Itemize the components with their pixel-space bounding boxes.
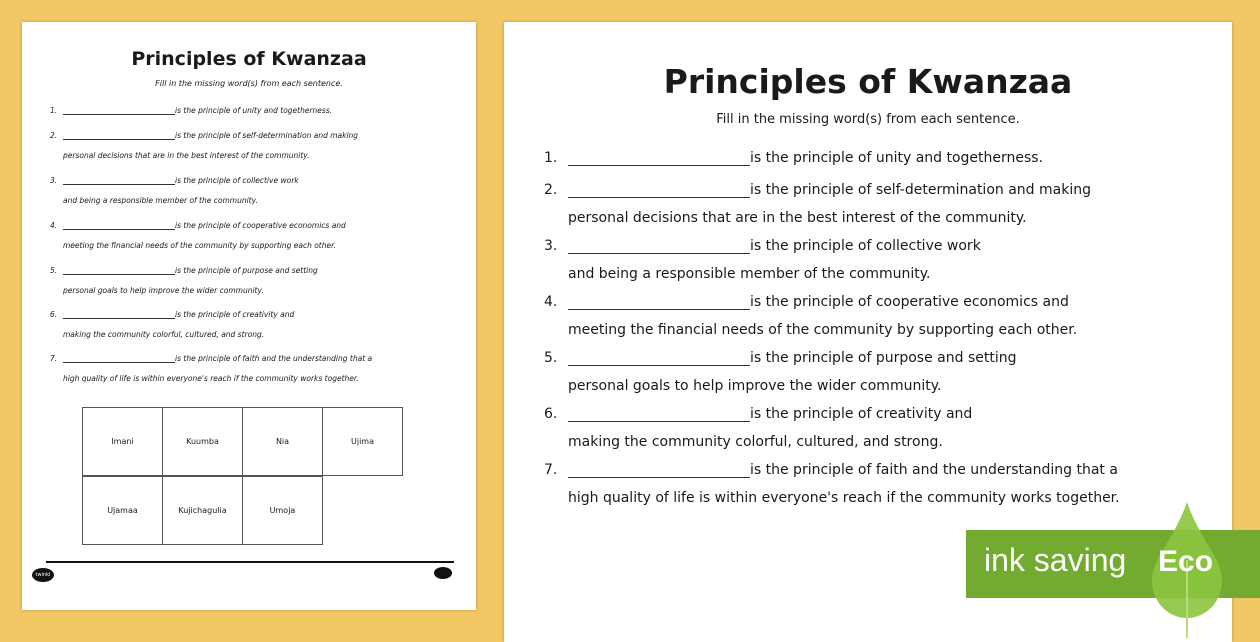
answer-blank[interactable]	[63, 106, 175, 115]
question-text: is the principle of faith and the understanding that a	[175, 354, 373, 363]
question-number: 1.	[544, 150, 558, 166]
question-text: is the principle of purpose and setting	[175, 266, 318, 275]
word-bank-cell: Nia	[242, 407, 323, 476]
answer-blank[interactable]	[568, 150, 750, 166]
answer-blank[interactable]	[568, 350, 750, 366]
question-text-continued: personal goals to help improve the wider community.	[568, 378, 942, 394]
word-bank-cell: Ujima	[322, 407, 403, 476]
worksheet-title: Principles of Kwanzaa	[663, 62, 1073, 101]
answer-blank[interactable]	[568, 462, 750, 478]
question-number: 6.	[50, 310, 58, 319]
question-number: 6.	[544, 406, 558, 422]
answer-blank[interactable]	[568, 238, 750, 254]
question-text: is the principle of unity and togetherness.	[175, 106, 333, 115]
answer-blank[interactable]	[568, 406, 750, 422]
question-number: 3.	[50, 176, 58, 185]
worksheet-subtitle: Fill in the missing word(s) from each sentence.	[155, 79, 343, 88]
answer-blank[interactable]	[63, 131, 175, 140]
question-text-continued: meeting the financial needs of the community by supporting each other.	[63, 241, 336, 250]
question-text-continued: making the community colorful, cultured, and strong.	[63, 330, 265, 339]
question-number: 3.	[544, 238, 558, 254]
answer-blank[interactable]	[63, 221, 175, 230]
question-text-continued: high quality of life is within everyone's reach if the community works together.	[568, 490, 1120, 506]
question-text: is the principle of faith and the understanding that a	[750, 462, 1118, 478]
answer-blank[interactable]	[568, 294, 750, 310]
question-text-continued: personal decisions that are in the best interest of the community.	[63, 151, 310, 160]
question-text: is the principle of collective work	[175, 176, 299, 185]
ink-saving-text: ink saving	[984, 542, 1127, 578]
question-text-continued: and being a responsible member of the community.	[63, 196, 258, 205]
word-bank-cell: Imani	[82, 407, 163, 476]
question-number: 1.	[50, 106, 58, 115]
question-text: is the principle of creativity and	[750, 406, 973, 422]
question-text: is the principle of cooperative economics and	[750, 294, 1069, 310]
question-number: 2.	[50, 131, 58, 140]
word-bank-cell: Kuumba	[162, 407, 243, 476]
question-text-continued: personal goals to help improve the wider community.	[63, 286, 264, 295]
worksheet-subtitle: Fill in the missing word(s) from each sentence.	[716, 112, 1020, 127]
question-text: is the principle of self-determination and making	[175, 131, 359, 140]
question-text: is the principle of collective work	[750, 238, 981, 254]
question-text-continued: meeting the financial needs of the community by supporting each other.	[568, 322, 1078, 338]
question-text-continued: and being a responsible member of the community.	[568, 266, 931, 282]
question-text: is the principle of creativity and	[175, 310, 295, 319]
question-number: 2.	[544, 182, 558, 198]
question-text-continued: personal decisions that are in the best interest of the community.	[568, 210, 1027, 226]
question-number: 5.	[544, 350, 558, 366]
question-text: is the principle of purpose and setting	[750, 350, 1017, 366]
question-text-continued: high quality of life is within everyone's reach if the community works together.	[63, 374, 359, 383]
question-text: is the principle of self-determination and making	[750, 182, 1091, 198]
answer-blank[interactable]	[63, 266, 175, 275]
question-number: 4.	[544, 294, 558, 310]
answer-blank[interactable]	[63, 176, 175, 185]
question-text: is the principle of unity and togetherness.	[750, 150, 1044, 166]
question-text: is the principle of cooperative economics and	[175, 221, 346, 230]
question-number: 5.	[50, 266, 58, 275]
eco-label: Eco	[1158, 545, 1214, 578]
word-bank-cell: Ujamaa	[82, 476, 163, 545]
word-bank-cell: Umoja	[242, 476, 323, 545]
footer-divider	[46, 561, 454, 563]
word-bank-cell: Kujichagulia	[162, 476, 243, 545]
answer-blank[interactable]	[568, 182, 750, 198]
footer-badge-icon	[434, 567, 452, 579]
answer-blank[interactable]	[63, 354, 175, 363]
worksheet-thumbnail	[22, 22, 476, 610]
answer-blank[interactable]	[63, 310, 175, 319]
twinkl-logo: twinkl	[32, 568, 54, 582]
question-text-continued: making the community colorful, cultured, and strong.	[568, 434, 943, 450]
question-number: 4.	[50, 221, 58, 230]
question-number: 7.	[544, 462, 558, 478]
worksheet-title: Principles of Kwanzaa	[131, 48, 367, 70]
question-number: 7.	[50, 354, 58, 363]
